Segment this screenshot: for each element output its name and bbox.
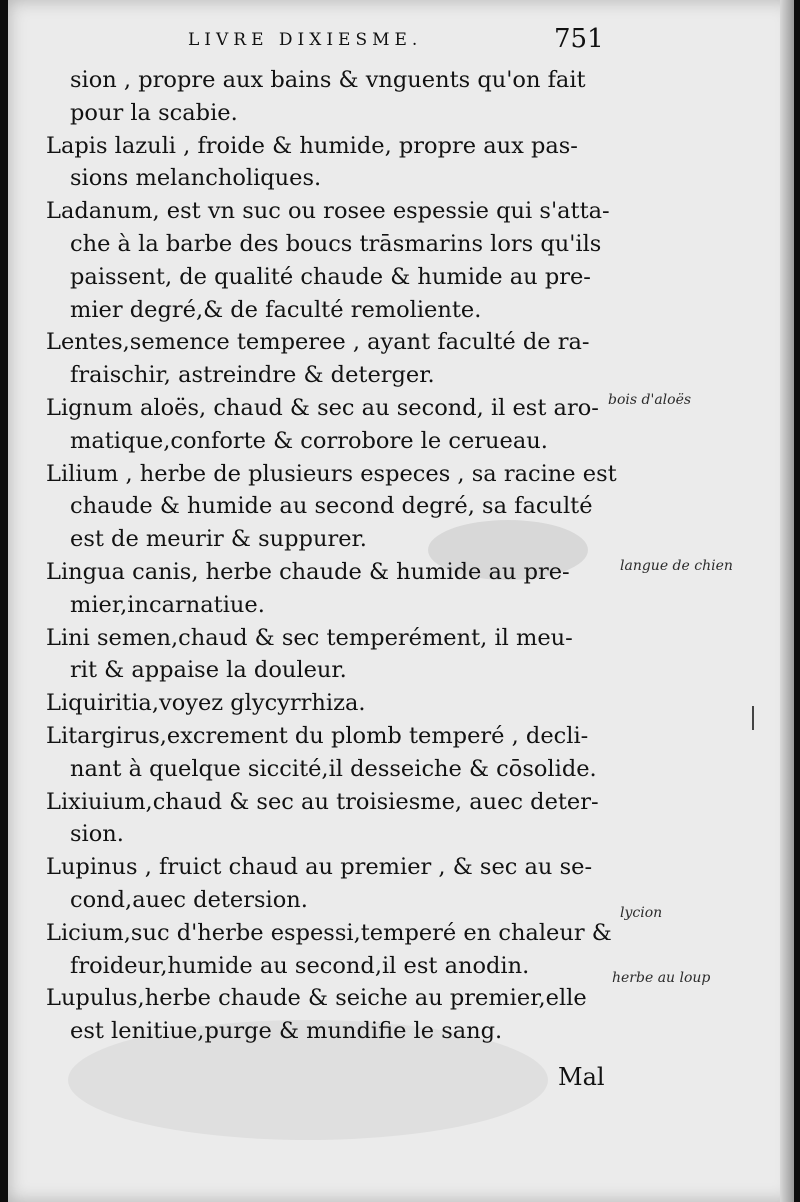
text-line: matique,conforte & corrobore le cerueau.	[70, 427, 548, 454]
text-line: sion , propre aux bains & vnguents qu'on fait	[70, 67, 586, 93]
text-line: fraischir, astreindre & deterger.	[70, 362, 435, 389]
entry-headline: Litargirus,excrement du plomb temperé , decli-	[46, 722, 589, 749]
book-page	[8, 0, 794, 1202]
entry-headline: Lapis lazuli , froide & humide, propre aux pas-	[46, 132, 578, 159]
margin-tick-mark	[752, 706, 754, 730]
entry-headline: Lignum aloës, chaud & sec au second, il est aro-	[46, 394, 599, 421]
text-line: mier,incarnatiue.	[70, 591, 265, 618]
entry-lupinus	[46, 851, 614, 917]
entry-headline: Lingua canis, herbe chaude & humide au pre-	[46, 558, 570, 585]
entry-liquiritia	[46, 687, 614, 720]
entry-ladanum	[46, 195, 614, 326]
entry-lignum-aloes	[46, 392, 614, 458]
text-line: rit & appaise la douleur.	[70, 657, 347, 684]
text-line: nant à quelque siccité,il desseiche & cōsolide.	[70, 755, 597, 782]
text-line: chaude & humide au second degré, sa faculté	[70, 493, 593, 520]
glossary-text	[46, 64, 617, 1048]
text-line: pour la scabie.	[70, 99, 238, 126]
margin-note: langue de chien	[620, 558, 733, 574]
entry-lixiuium	[46, 786, 614, 852]
page-number: 751	[554, 24, 604, 54]
text-line: paissent, de qualité chaude & humide au pre-	[70, 263, 591, 290]
entry-headline: Lupinus , fruict chaud au premier , & sec au se-	[46, 854, 593, 881]
entry-headline: Liquiritia,voyez glycyrrhiza.	[46, 690, 366, 717]
entry-headline: Lilium , herbe de plusieurs especes , sa racine est	[46, 460, 617, 487]
entry-headline: Licium,suc d'herbe espessi,temperé en chaleur &	[46, 919, 612, 946]
entry-lentes	[46, 326, 614, 392]
text-line: che à la barbe des boucs trāsmarins lors qu'ils	[70, 230, 602, 257]
entry-headline: Lixiuium,chaud & sec au troisiesme, auec deter-	[46, 788, 599, 815]
entry-headline: Lupulus,herbe chaude & seiche au premier,elle	[46, 985, 587, 1012]
entry-lapis-lazuli	[46, 130, 614, 196]
entry-lupulus	[46, 982, 614, 1048]
running-head: LIVRE DIXIESME.	[188, 30, 423, 50]
entry-lilium	[46, 458, 617, 556]
text-line: sions melancholiques.	[70, 165, 322, 192]
text-line: cond,auec detersion.	[70, 886, 308, 913]
entry-headline: Lini semen,chaud & sec temperément, il meu-	[46, 624, 573, 651]
entry-litargirus	[46, 720, 614, 786]
text-line: est de meurir & suppurer.	[70, 526, 367, 553]
entry-headline: Ladanum, est vn suc ou rosee espessie qui s'atta-	[46, 198, 610, 225]
entry-licium	[46, 917, 614, 983]
text-line: froideur,humide au second,il est anodin.	[70, 952, 530, 979]
entry-lini-semen	[46, 622, 614, 688]
margin-note: bois d'aloës	[608, 392, 692, 408]
entry-headline: Lentes,semence temperee , ayant faculté de ra-	[46, 329, 590, 356]
text-line: mier degré,& de faculté remoliente.	[70, 296, 482, 323]
margin-note: herbe au loup	[612, 970, 711, 986]
catchword: Mal	[558, 1063, 605, 1091]
text-line: est lenitiue,purge & mundifie le sang.	[70, 1018, 503, 1045]
entry-lingua-canis	[46, 556, 614, 622]
text-line: sion.	[70, 821, 124, 848]
entry-continuation	[46, 64, 614, 130]
margin-note: lycion	[620, 905, 663, 921]
